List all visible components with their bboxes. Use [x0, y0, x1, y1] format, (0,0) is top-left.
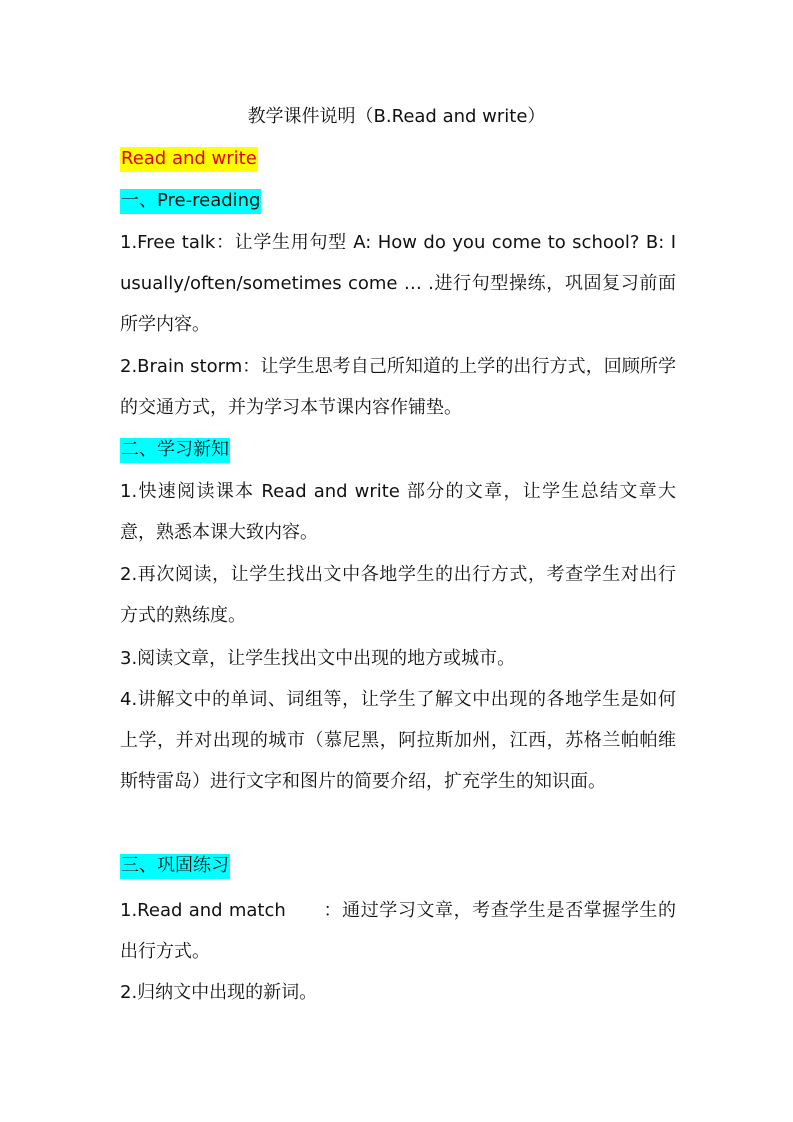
section-label-line [120, 146, 680, 172]
part3-item-2: 2.归纳文中出现的新词。 [120, 982, 318, 1003]
part1-item-2: 2.Brain storm：让学生思考自己所知道的上学的出行方式，回顾所学的交通方式，并为学习本节课内容作铺垫。 [120, 356, 676, 418]
part2-heading: 二、学习新知 [120, 438, 230, 463]
part2-heading-line [120, 437, 680, 463]
part1-item-1: 1.Free talk：让学生用句型 A: How do you come to school? B: I usually/often/sometimes come … .进行句型操练，巩固复习前面所学内容。 [120, 232, 676, 335]
part3-heading-line [120, 853, 680, 879]
part2-item-4: 4.讲解文中的单词、词组等，让学生了解文中出现的各地学生是如何上学，并对出现的城市（慕尼黑，阿拉斯加州，江西，苏格兰帕帕维斯特雷岛）进行文字和图片的简要介绍，扩充学生的知识面。 [120, 689, 676, 792]
part3-heading: 三、巩固练习 [120, 854, 230, 879]
part3-item-1: 1.Read and match ：通过学习文章，考查学生是否掌握学生的出行方式。 [120, 900, 676, 962]
part1-heading-line [120, 188, 680, 214]
part2-item-1: 1.快速阅读课本 Read and write 部分的文章，让学生总结文章大意，熟悉本课大致内容。 [120, 481, 676, 543]
part1-heading: 一、Pre-reading [120, 189, 261, 214]
section-label: Read and write [120, 147, 258, 172]
document-title: 教学课件说明（B.Read and write） [247, 106, 546, 127]
part2-item-2: 2.再次阅读，让学生找出文中各地学生的出行方式，考查学生对出行方式的熟练度。 [120, 564, 676, 626]
part2-item-3: 3.阅读文章，让学生找出文中出现的地方或城市。 [120, 648, 516, 669]
